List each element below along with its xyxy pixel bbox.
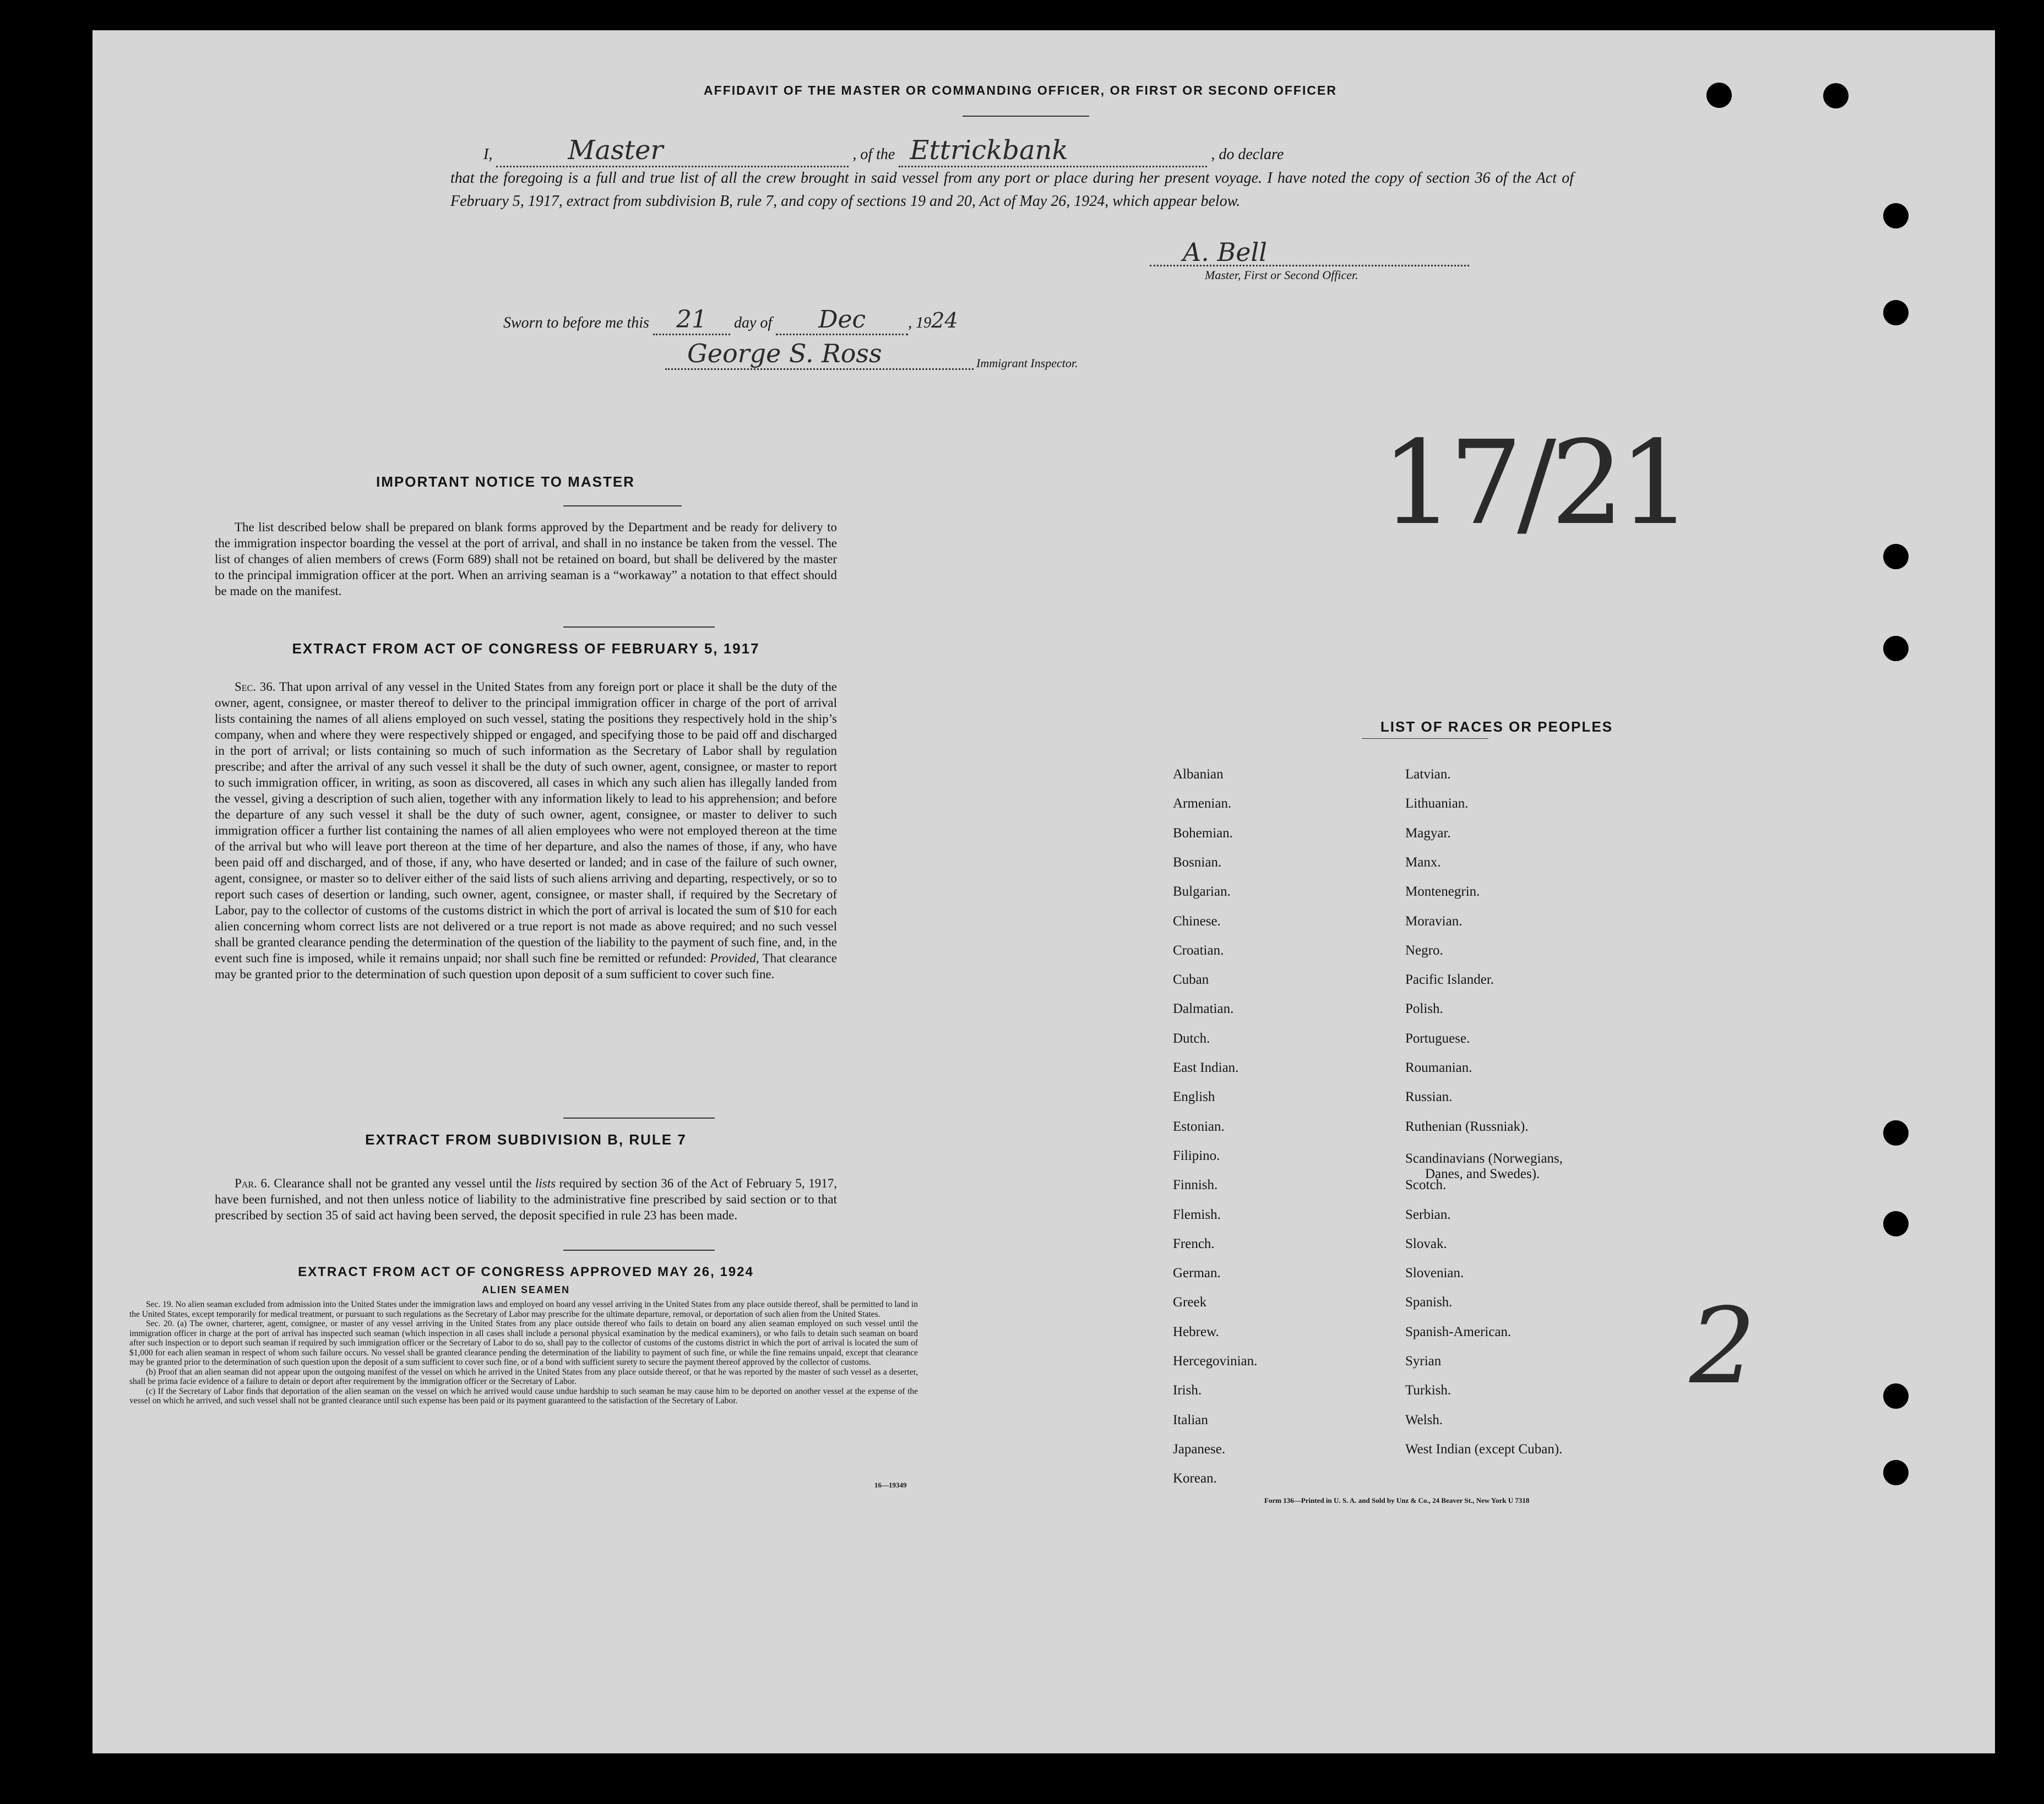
race-item: Spanish-American. [1405,1324,1512,1339]
notice-paragraph: The list described below shall be prepared on blank forms approved by the Department and be ready for delivery to the immigration inspector boarding the vessel at the port of arrival, and shall in no instance be taken from the vessel. The list of changes of alien members of crews (Form 689) shall not be retained on board, but shall be delivered by the master to the principal immigration officer at the port. When an arriving seaman is a “workaway” a notation to that effect should be made on the manifest. [215,520,837,598]
punch-hole [1883,1211,1909,1236]
punch-hole [1883,300,1909,325]
race-item: Roumanian. [1405,1060,1472,1075]
races-rule [1362,738,1488,739]
punch-hole [1883,1383,1909,1409]
extract-1917-text [215,679,837,985]
sworn-label: Sworn to before me this [503,314,649,331]
affidavit-declaration-line [483,135,1579,167]
printer-footer: Form 136—Printed in U. S. A. and Sold by Unz & Co., 24 Beaver St., New York U 7318 [1264,1496,1530,1505]
section-divider [563,626,715,628]
par6-body-a: Clearance shall not be granted any vessel until the [274,1176,532,1190]
officer-signature: A. Bell [1183,237,1267,267]
do-declare-label: , do declare [1211,146,1284,163]
race-item: French. [1173,1236,1215,1251]
sec19-paragraph: Sec. 19. No alien seaman excluded from admission into the United States under the immigration laws and employed on board any vessel arriving in the United States from any place outside thereof, shall be permitted to land in the United States, except temporarily for medical treatment, or pursuant to such regulations as the Secretary of Labor may prescribe for the ultimate departure, removal, or deportation of such alien from the United States. [129,1300,918,1319]
race-item: Scandinavians (Norwegians, [1405,1151,1563,1166]
i-label: I, [483,146,493,163]
extract-1924-text [129,1300,918,1406]
race-item: Welsh. [1405,1412,1443,1427]
handwritten-tally: 17/21 [1381,416,1687,551]
race-item: Irish. [1173,1383,1202,1398]
sworn-line [503,306,958,335]
sec20b-paragraph: (b) Proof that an alien seaman did not appear upon the outgoing manifest of the vessel on which he arrived in the United States from any place outside thereof, or that he was reported by the master of such vessel as a deserter, shall be prima facie evidence of a failure to detain or deport after requirement by the immigration officer or the Secretary of Labor. [129,1367,918,1386]
race-item: Danes, and Swedes). [1425,1166,1540,1181]
race-item: Korean. [1173,1471,1217,1486]
notice-text [215,519,837,602]
extract-1924-subtitle: ALIEN SEAMEN [481,1284,570,1295]
race-item: Albanian [1173,767,1224,782]
punch-hole [1706,83,1732,108]
race-item: Portuguese. [1405,1031,1470,1046]
race-item: Serbian. [1405,1207,1451,1222]
officer-signature-line [1150,265,1469,266]
sec20c-paragraph: (c) If the Secretary of Labor finds that deportation of the alien seaman on the vessel on which he arrived would cause undue hardship to such seaman he may cause him to be deported on another vessel at the expense of the vessel on which he arrived, and such vessel shall not be granted clearance until such expense has been paid or its payment guaranteed to the satisfaction of the Secretary of Labor. [129,1386,918,1405]
race-item: East Indian. [1173,1060,1239,1075]
race-item: Slovak. [1405,1236,1447,1251]
extract-1917-title: EXTRACT FROM ACT OF CONGRESS OF FEBRUARY 5, 1917 [292,640,760,657]
affidavit-title: AFFIDAVIT OF THE MASTER OR COMMANDING OFFICER, OR FIRST OR SECOND OFFICER [704,83,1337,97]
race-item: Bohemian. [1173,825,1233,841]
race-item: Flemish. [1173,1207,1221,1222]
race-item: Bosnian. [1173,854,1222,870]
race-item: Chinese. [1173,913,1221,929]
sworn-day: 21 [653,306,730,335]
race-item: English [1173,1089,1215,1105]
race-item: Dalmatian. [1173,1001,1234,1017]
vessel-name: Ettrickbank [899,135,1207,167]
handwritten-number: 2 [1689,1285,1756,1407]
race-item: Armenian. [1173,796,1232,811]
extract-1924-title: EXTRACT FROM ACT OF CONGRESS APPROVED MAY 26, 1924 [298,1265,754,1279]
race-item: Negro. [1405,942,1443,958]
race-item: Manx. [1405,854,1441,870]
race-item: Estonian. [1173,1119,1225,1134]
section-divider-3 [563,1250,715,1251]
form-code: 16—19349 [874,1481,907,1489]
sworn-month: Dec [776,306,908,335]
race-item: Turkish. [1405,1383,1452,1398]
race-item: Hercegovinian. [1173,1354,1258,1369]
lists-word: lists [535,1176,556,1190]
officer-caption: Master, First or Second Officer. [1205,268,1358,282]
race-item: Pacific Islander. [1405,972,1494,988]
race-item: Ruthenian (Russniak). [1405,1119,1529,1134]
race-item: Cuban [1173,972,1209,988]
race-item: Slovenian. [1405,1266,1464,1281]
race-item: Russian. [1405,1089,1453,1105]
punch-hole [1883,1460,1909,1485]
par6-lead: Par. 6. [235,1176,270,1190]
punch-hole [1883,203,1909,228]
races-title: LIST OF RACES OR PEOPLES [1380,718,1613,735]
race-item: Dutch. [1173,1031,1210,1046]
extract-rule7-text [215,1175,837,1227]
par6-paragraph [215,1175,837,1223]
year-label: , 19 [908,314,932,331]
race-item: Filipino. [1173,1148,1220,1163]
sec36-body: That upon arrival of any vessel in the United States from any foreign port or place it shall be the duty of the owner, agent, consignee, or master thereof to deliver to the principal immigration officer in charge of the port of arrival lists containing the names of all aliens employed on such vessel, stating the positions they respectively hold in the ship’s company, when and where they were respectively shipped or engaged, and specifying those to be paid off and discharged in the port of arrival; or lists containing so much of such information as the Secretary of Labor shall by regulation prescribe; and after the arrival of any such vessel it shall be the duty of such owner, agent, consignee, or master to report to such immigration officer, in writing, as soon as discovered, all cases in which any such alien has illegally landed from the vessel, giving a description of such alien, together with any information likely to lead to his apprehension; and before the departure of any such vessel it shall be the duty of such owner, agent, consignee, or master to deliver to such immigration officer a further list containing the names of all alien employees who were not employed thereon at the time of the arrival but who will leave port thereon at the time of her departure, and also the names of those, if any, who have been paid off and discharged, and of those, if any, who have deserted or landed; and in case of the failure of such owner, agent, consignee, or master so to deliver either of the said lists of such aliens arriving and departing, respectively, or so to report such cases of desertion or landing, such owner, agent, consignee, or master shall, if required by the Secretary of Labor, pay to the collector of customs of the customs district in which the port of arrival is located the sum of $10 for each alien concerning whom correct lists are not delivered or a true report is not made as above required; and no such vessel shall be granted clearance pending the determination of the question of the liability to the payment of such fine, and, in the event such fine is imposed, while it remains unpaid; nor shall such fine be remitted or refunded: [215,680,837,965]
notice-title: IMPORTANT NOTICE TO MASTER [376,473,635,490]
race-item: Scotch. [1405,1178,1447,1193]
race-item: Finnish. [1173,1178,1218,1193]
sec36-lead: Sec. 36. [235,680,276,694]
inspector-caption: Immigrant Inspector. [976,356,1078,370]
notice-rule [563,505,682,506]
race-item: Spanish. [1405,1295,1453,1310]
master-name: Master [496,135,849,167]
inspector-signature: George S. Ross [665,339,974,370]
race-item: Greek [1173,1295,1207,1310]
title-rule [963,116,1089,117]
race-item: Hebrew. [1173,1324,1219,1339]
race-item: German. [1173,1266,1221,1281]
sec36-paragraph [215,679,837,982]
proviso-body: That clearance may be granted prior to the determination of such question upon deposit of a sum sufficient to cover such fine. [215,951,838,981]
race-item: Italian [1173,1412,1208,1427]
affidavit-body: that the foregoing is a full and true list of all the crew brought in said vessel from any port or place during her present voyage. I have noted the copy of section 36 of the Act of February 5, 1917, extract from subdivision B, rule 7, and copy of sections 19 and 20, Act of May 26, 1924, which appear below. [450,170,1574,210]
punch-hole [1883,636,1909,661]
race-item: Moravian. [1405,913,1463,929]
sworn-year: 24 [931,308,958,333]
punch-hole [1823,83,1849,108]
punch-hole [1883,1120,1909,1146]
race-item: West Indian (except Cuban). [1405,1441,1563,1457]
extract-rule7-title: EXTRACT FROM SUBDIVISION B, RULE 7 [365,1131,687,1148]
race-item: Latvian. [1405,767,1451,782]
of-the-label: , of the [852,146,895,163]
race-item: Lithuanian. [1405,796,1469,811]
day-of-label: day of [733,314,773,331]
race-item: Syrian [1405,1354,1442,1369]
document-page [93,30,1995,1753]
race-item: Polish. [1405,1001,1443,1017]
par6-body-b: required by section 36 of the Act of February 5, 1917, have been furnished, and not then unless notice of liability to the administrative fine prescribed by said section or to that prescribed by section 35 of said act having been served, the deposit specified in rule 23 has been made. [215,1176,838,1222]
race-item: Bulgarian. [1173,884,1231,900]
punch-hole [1883,544,1909,569]
race-item: Japanese. [1173,1441,1226,1457]
proviso-word: Provided, [710,951,759,965]
sec20a-paragraph: Sec. 20. (a) The owner, charterer, agent, consignee, or master of any vessel arriving in the United States from any place outside thereof who fails to detain on board any alien seaman employed on such vessel until the immigration officer in charge at the port of arrival has inspected such seaman (which inspection in all cases shall include a personal physical examination by the medical examiners), or who fails to detain such seaman on board after such inspection or to deport such seaman if required by such immigration officer or the Secretary of Labor to do so, shall pay to the collector of customs of the customs district in which the port of arrival is located the sum of $1,000 for each alien seaman in respect of whom such failure occurs. No vessel shall be granted clearance pending the determination of the liability to payment of such fine, or while the fine remains unpaid, except that clearance may be granted prior to the determination of such question upon the deposit of a sum sufficient to cover such fine, or of a bond with sufficient surety to secure the payment thereof approved by the collector of customs. [129,1319,918,1367]
section-divider-2 [563,1118,715,1119]
race-item: Croatian. [1173,942,1224,958]
race-item: Montenegrin. [1405,884,1480,900]
race-item: Magyar. [1405,825,1451,841]
